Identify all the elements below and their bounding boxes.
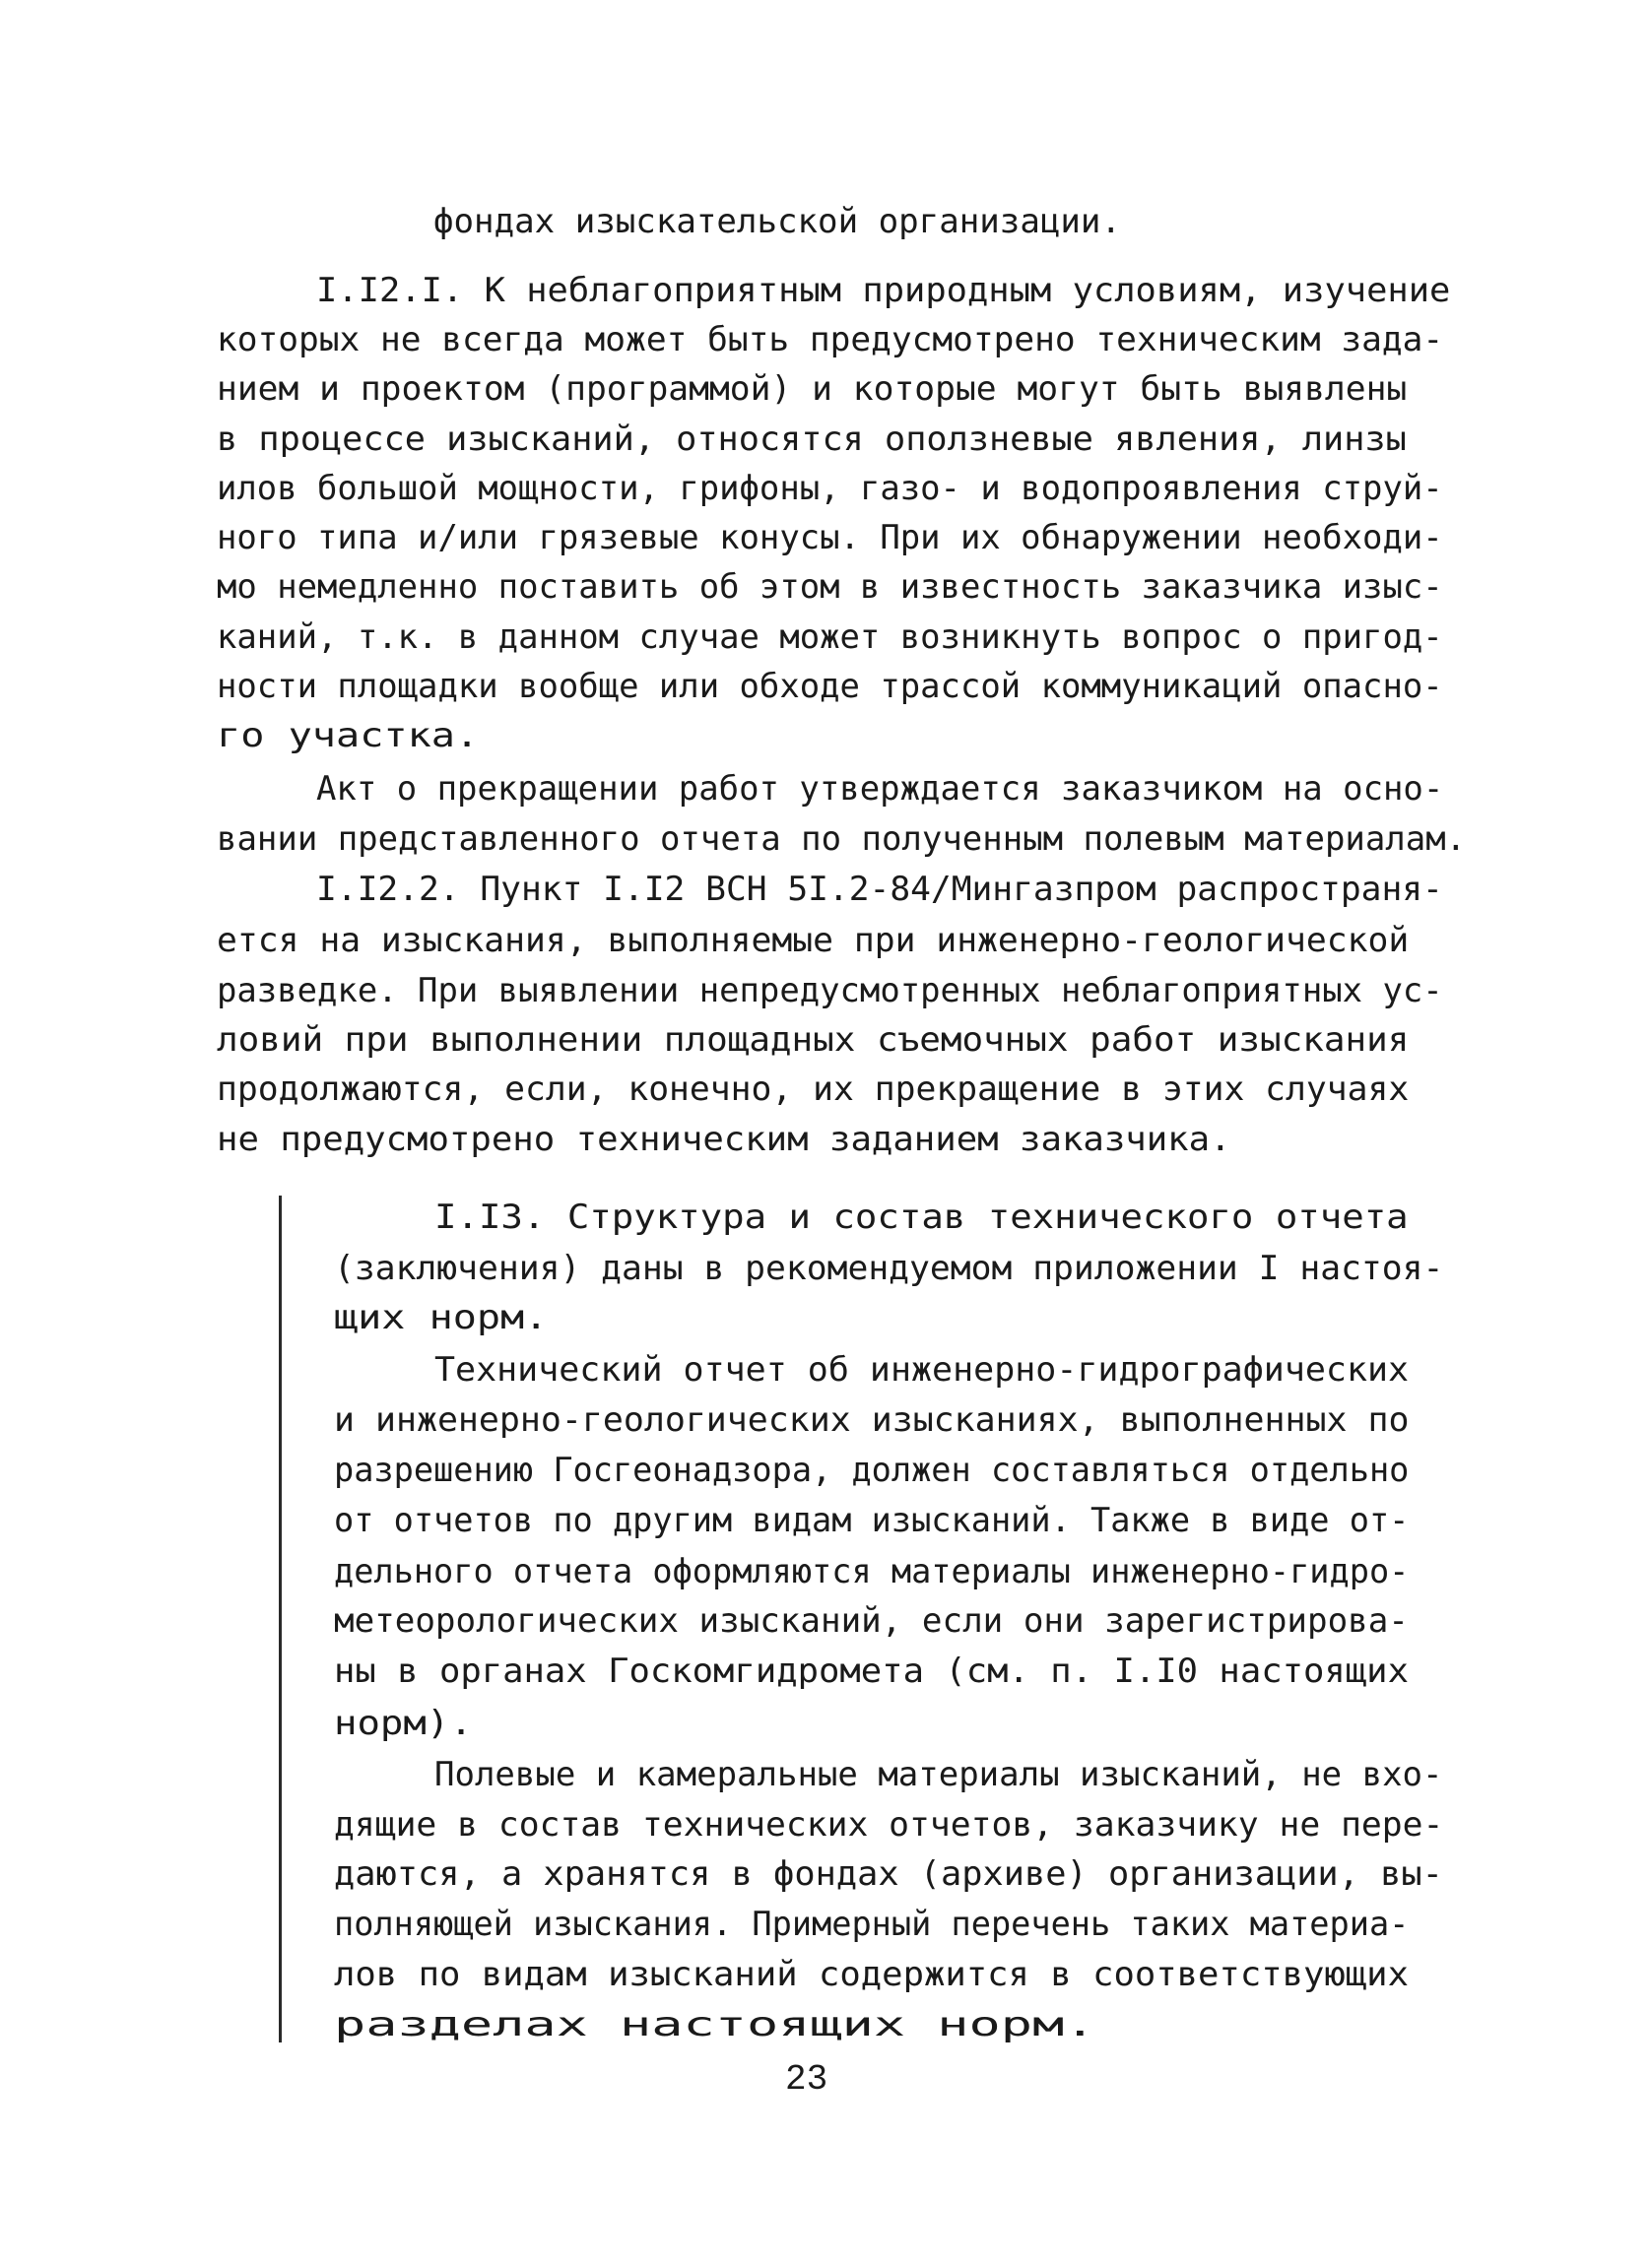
text-line: дельного отчета оформляются материалы инженерно-гидро- — [334, 1552, 1410, 1591]
text-line: каний, т.к. в данном случае может возникнуть вопрос о пригод- — [217, 617, 1443, 657]
text-line: и инженерно-геологических изысканиях, выполненных по — [334, 1400, 1410, 1440]
text-line: ется на изыскания, выполняемые при инженерно-геологической — [217, 921, 1410, 960]
text-line: продолжаются, если, конечно, их прекращение в этих случаях — [217, 1069, 1410, 1109]
text-line: в процессе изысканий, относятся оползневые явления, линзы — [217, 420, 1407, 459]
text-line: илов большой мощности, грифоны, газо- и водопроявления струй- — [217, 469, 1443, 508]
text-line: ного типа и/или грязевые конусы. При их обнаружении необходи- — [217, 518, 1443, 557]
text-line: дящие в состав технических отчетов, заказчику не пере- — [334, 1805, 1444, 1845]
text-line: разделах настоящих норм. — [334, 2005, 1096, 2044]
text-line: метеорологических изысканий, если они зарегистрирова- — [334, 1601, 1409, 1641]
text-line: I.I2.2. Пункт I.I2 ВСН 5I.2-84/Мингазпром распространя- — [316, 870, 1443, 909]
text-line: лов по видам изысканий содержится в соответствующих — [334, 1955, 1409, 1994]
text-line: го участка. — [217, 716, 480, 755]
text-line: не предусмотрено техническим заданием заказчика. — [217, 1120, 1231, 1159]
text-line: от отчетов по другим видам изысканий. Также в виде от- — [334, 1501, 1410, 1540]
text-line: (заключения) даны в рекомендуемом приложении I настоя- — [334, 1249, 1444, 1288]
page-number: 23 — [785, 2059, 828, 2100]
text-line: даются, а хранятся в фондах (архиве) организации, вы- — [334, 1854, 1443, 1894]
text-line: I.I3. Структура и состав технического отчета — [434, 1198, 1409, 1237]
text-line: фондах изыскательской организации. — [433, 202, 1121, 241]
text-line: Акт о прекращении работ утверждается заказчиком на осно- — [316, 769, 1444, 809]
text-line: нием и проектом (программой) и которые могут быть выявлены — [217, 369, 1408, 409]
text-line: норм). — [334, 1704, 473, 1743]
text-line: ности площадки вообще или обходе трассой коммуникаций опасно- — [217, 667, 1443, 706]
text-line: I.I2.I. К неблагоприятным природным условиям, изучение — [316, 271, 1451, 310]
text-line: мо немедленно поставить об этом в известность заказчика изыс- — [217, 567, 1443, 607]
margin-change-bar — [279, 1196, 282, 2042]
text-line: вании представленного отчета по полученным полевым материалам. — [217, 819, 1467, 859]
text-line: разведке. При выявлении непредусмотренных неблагоприятных ус- — [217, 971, 1443, 1010]
text-line: Технический отчет об инженерно-гидрографических — [434, 1350, 1410, 1390]
text-line: разрешению Госгеонадзора, должен составляться отдельно — [334, 1451, 1410, 1490]
text-line: ны в органах Госкомгидромета (см. п. I.I0 настоящих — [334, 1652, 1409, 1691]
text-line: щих норм. — [334, 1298, 549, 1337]
text-line: Полевые и камеральные материалы изысканий, не вхо- — [434, 1755, 1443, 1794]
text-line: ловий при выполнении площадных съемочных работ изыскания — [217, 1020, 1410, 1060]
text-line: которых не всегда может быть предусмотрено техническим зада- — [217, 320, 1444, 359]
text-line: полняющей изыскания. Примерный перечень таких материа- — [334, 1905, 1410, 1944]
